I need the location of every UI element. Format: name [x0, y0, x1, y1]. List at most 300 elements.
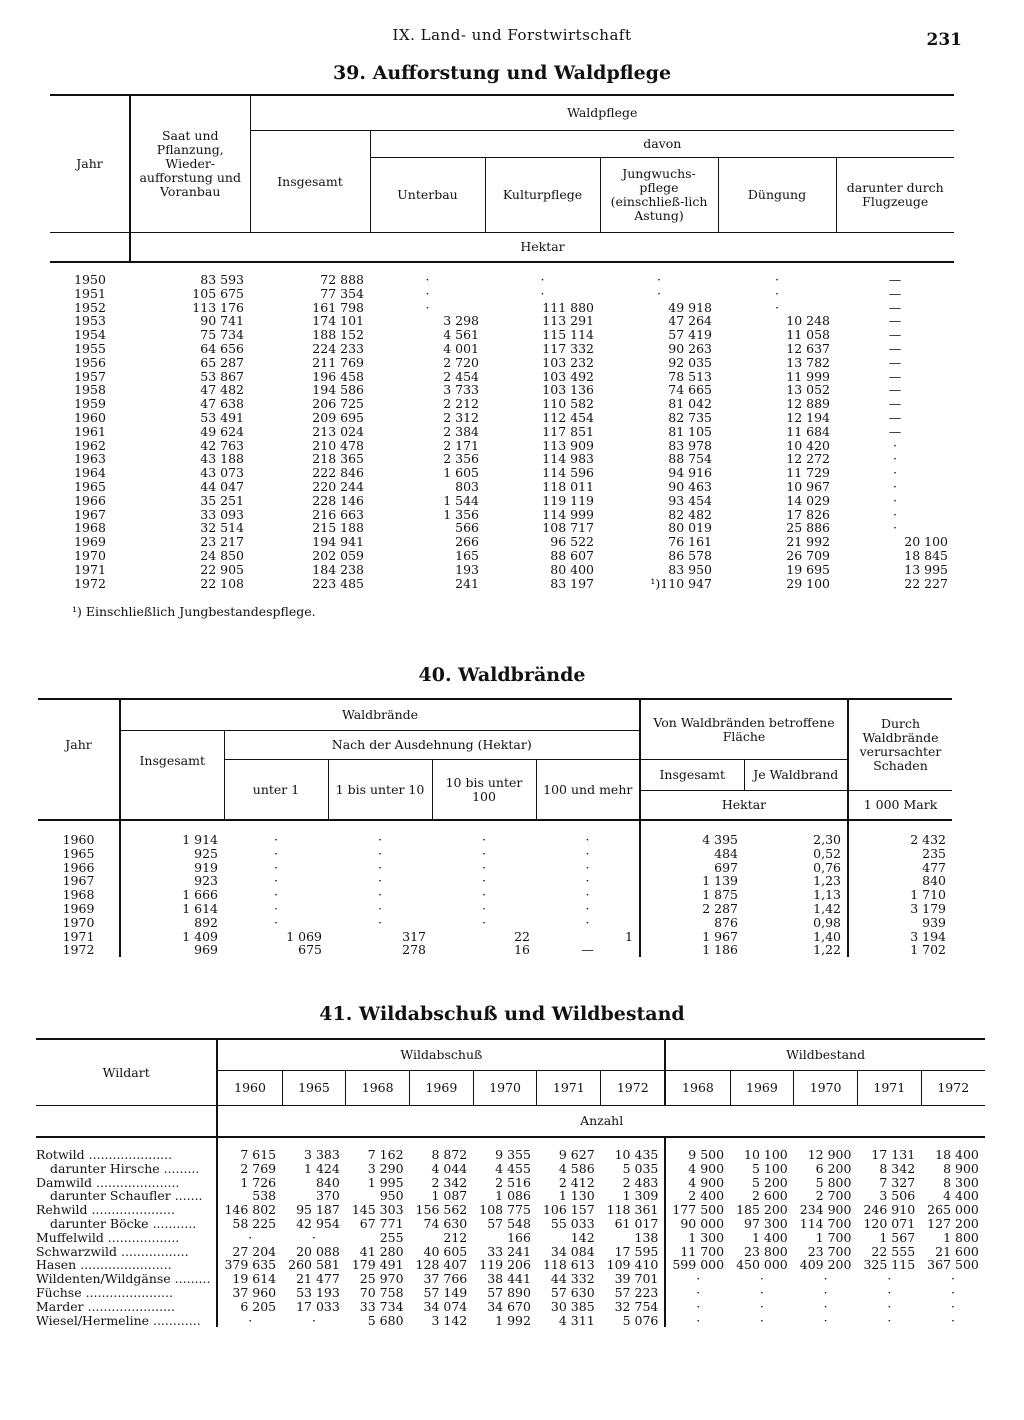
- table-cell: 379 635: [217, 1258, 282, 1272]
- table-row: [50, 397, 954, 411]
- table-cell: ·: [585, 914, 590, 930]
- row-label: [36, 1272, 217, 1286]
- table-cell: 969: [120, 943, 224, 957]
- table-cell: 90 263: [668, 340, 712, 356]
- t40-h-fl-insgesamt: Insgesamt: [640, 760, 744, 791]
- table-cell: 3 298: [443, 313, 479, 329]
- table-cell: 8 300: [943, 1174, 979, 1190]
- table-cell: 18 400: [935, 1147, 979, 1162]
- wildart-label: darunter Hirsche: [50, 1160, 160, 1176]
- table-cell: 23 800: [744, 1243, 788, 1259]
- table-cell: 0,76: [813, 859, 841, 875]
- table-cell: ·: [425, 272, 430, 287]
- table-cell: 10 100: [744, 1147, 788, 1162]
- t41-h-year-bestand: 1970: [794, 1071, 858, 1106]
- table-cell: 5 100: [751, 1160, 788, 1176]
- table-cell: 2 400: [665, 1189, 730, 1203]
- t41-h-year-abschuss: 1970: [473, 1071, 537, 1106]
- table-cell: 117 851: [542, 423, 594, 439]
- wildart-label: Wiesel/Hermeline: [36, 1312, 150, 1328]
- table-cell: 220 244: [312, 478, 364, 494]
- t40-h-waldbraende: Waldbrände: [120, 699, 640, 731]
- row-year: 1970: [62, 914, 95, 930]
- table-row: [50, 508, 954, 522]
- table-cell: 7 615: [217, 1137, 282, 1162]
- table-cell: 67 771: [359, 1215, 404, 1231]
- row-year: 1958: [74, 382, 106, 398]
- table-cell: 41 280: [359, 1243, 404, 1259]
- table-cell: 23 217: [200, 534, 244, 550]
- table-cell: 265 000: [927, 1202, 979, 1218]
- table-cell: 11 058: [786, 327, 830, 343]
- table-cell: ·: [887, 1312, 892, 1328]
- table-cell: ·: [951, 1271, 956, 1287]
- table-cell: 1 800: [943, 1229, 979, 1245]
- table-cell: 22 555: [871, 1243, 916, 1259]
- table-cell: 4 561: [443, 327, 479, 343]
- table-cell: 1,13: [813, 887, 841, 903]
- row-year: 1966: [74, 492, 106, 508]
- table-cell: 193: [455, 561, 479, 577]
- t41-h-year-bestand: 1968: [665, 1071, 730, 1106]
- wildart-label: Marder: [36, 1298, 84, 1314]
- table-cell: ·: [378, 887, 382, 903]
- table-cell: ·: [823, 1271, 828, 1287]
- row-year: 1959: [74, 396, 106, 412]
- table-cell: 215 188: [312, 520, 364, 536]
- table-cell: 64 656: [200, 340, 244, 356]
- table-cell: 43 188: [200, 451, 244, 467]
- table-cell: 477: [848, 861, 952, 875]
- t41-h-wildart: Wildart: [102, 1064, 150, 1080]
- table-cell: 32 514: [200, 520, 244, 536]
- table-cell: 82 482: [668, 506, 712, 522]
- table-cell: 3 506: [879, 1188, 916, 1204]
- table-cell: 222 846: [312, 465, 364, 481]
- running-title: IX. Land- und Forstwirtschaft: [392, 26, 632, 44]
- table-cell: 57 149: [423, 1284, 468, 1300]
- table-cell: ·: [312, 1229, 316, 1245]
- table-cell: ·: [657, 272, 661, 287]
- table-cell: 317: [402, 928, 426, 944]
- table-cell: 145 303: [351, 1202, 404, 1218]
- row-year: 1953: [74, 313, 106, 329]
- table-cell: ·: [893, 437, 897, 453]
- wildart-label: Rehwild: [36, 1202, 88, 1218]
- table-cell: 114 596: [542, 465, 594, 481]
- table-cell: 47 264: [668, 313, 712, 329]
- table-cell: ·: [665, 1314, 730, 1328]
- t40-h-jahr: Jahr: [65, 737, 92, 753]
- table-cell: 8 872: [431, 1147, 468, 1162]
- table-cell: 138: [634, 1229, 659, 1245]
- row-year: 1961: [74, 423, 106, 439]
- table-row: [50, 521, 954, 535]
- table-row: [38, 943, 952, 957]
- t39-h-davon: davon: [370, 131, 954, 158]
- table-41-title: 41. Wildabschuß und Wildbestand: [319, 1003, 685, 1025]
- table-39-title: 39. Aufforstung und Waldpflege: [332, 62, 672, 84]
- table-row: [50, 301, 954, 315]
- table-cell: 23 700: [807, 1243, 852, 1259]
- row-label: [36, 1258, 217, 1272]
- table-row: [38, 916, 952, 930]
- table-cell: 128 407: [415, 1257, 468, 1273]
- table-cell: 11 999: [786, 368, 830, 384]
- table-row: [36, 1137, 985, 1162]
- table-cell: 17 033: [296, 1298, 340, 1314]
- table-cell: 12 889: [786, 396, 830, 412]
- table-cell: 1 567: [879, 1229, 916, 1245]
- table-cell: 892: [120, 916, 224, 930]
- table-cell: 4 395: [640, 820, 744, 847]
- table-cell: 80 019: [668, 520, 712, 536]
- table-cell: 57 630: [550, 1284, 595, 1300]
- t41-h-year-abschuss: 1968: [346, 1071, 410, 1106]
- table-cell: 7 327: [879, 1174, 916, 1190]
- table-cell: 34 074: [423, 1298, 468, 1314]
- table-cell: —: [888, 396, 902, 412]
- row-label: [36, 1314, 217, 1328]
- table-cell: 103 136: [542, 382, 594, 398]
- table-cell: 3 383: [304, 1147, 340, 1162]
- table-cell: ·: [893, 451, 897, 467]
- table-cell: 83 197: [550, 575, 594, 591]
- table-cell: 18 845: [904, 547, 948, 563]
- wildart-label: darunter Böcke: [50, 1215, 149, 1231]
- table-cell: 939: [848, 916, 952, 930]
- table-cell: —: [581, 942, 594, 958]
- row-year: 1954: [74, 327, 106, 343]
- table-row: [50, 480, 954, 494]
- table-cell: 4 900: [665, 1176, 730, 1190]
- row-label: [36, 1137, 217, 1162]
- table-cell: 81 105: [668, 423, 712, 439]
- table-cell: ·: [823, 1298, 828, 1314]
- t40-h-schaden: Durch Waldbrände verursachter Schaden: [848, 699, 952, 791]
- row-label: [36, 1176, 217, 1190]
- table-cell: 19 695: [786, 561, 830, 577]
- table-cell: 43 073: [200, 465, 244, 481]
- table-cell: 12 637: [786, 340, 830, 356]
- table-cell: 2 356: [443, 451, 479, 467]
- table-cell: ·: [274, 859, 278, 875]
- leader-dots: ............: [149, 1312, 201, 1328]
- table-cell: ·: [482, 873, 486, 889]
- table-cell: ·: [775, 285, 779, 301]
- table-cell: ·: [893, 465, 897, 481]
- row-year: 1962: [74, 437, 106, 453]
- table-cell: 40 605: [423, 1243, 468, 1259]
- t40-h-unit-hektar: Hektar: [640, 791, 848, 821]
- row-label: [36, 1203, 217, 1217]
- row-year: 1960: [62, 832, 95, 847]
- table-cell: ·: [274, 887, 278, 903]
- row-year: 1956: [74, 354, 106, 370]
- table-cell: 1 069: [286, 928, 322, 944]
- t39-h-unterbau: Unterbau: [370, 158, 485, 233]
- table-cell: 840: [315, 1174, 340, 1190]
- table-cell: 53 193: [296, 1284, 340, 1300]
- table-cell: 105 675: [192, 285, 244, 301]
- t40-h-insgesamt: Insgesamt: [120, 731, 224, 791]
- table-cell: ·: [585, 887, 590, 903]
- table-cell: ·: [893, 520, 897, 536]
- leader-dots: .......................: [76, 1257, 172, 1273]
- table-cell: 10 435: [614, 1147, 659, 1162]
- table-row: [38, 847, 952, 861]
- table-cell: 1: [625, 928, 633, 944]
- table-cell: ·: [274, 832, 278, 847]
- table-cell: 21 992: [786, 534, 830, 550]
- table-cell: 11 684: [786, 423, 830, 439]
- t40-h-unit-mark: 1 000 Mark: [848, 791, 952, 821]
- t41-h-year-bestand: 1969: [730, 1071, 794, 1106]
- table-cell: 27 204: [217, 1245, 282, 1259]
- table-cell: 22: [514, 928, 530, 944]
- table-39: [50, 94, 954, 590]
- table-cell: 1 875: [640, 888, 744, 902]
- table-cell: 1,42: [813, 900, 841, 916]
- table-cell: 179 491: [351, 1257, 404, 1273]
- table-cell: 33 241: [487, 1243, 531, 1259]
- table-cell: ·: [274, 873, 278, 889]
- table-cell: 115 114: [542, 327, 594, 343]
- table-cell: 113 909: [542, 437, 594, 453]
- table-row: [38, 888, 952, 902]
- table-cell: 119 206: [479, 1257, 531, 1273]
- table-cell: ·: [585, 832, 590, 847]
- table-cell: 30 385: [550, 1298, 595, 1314]
- table-cell: 165: [455, 547, 479, 563]
- table-cell: 2 342: [431, 1174, 468, 1190]
- table-40-title: 40. Waldbrände: [418, 664, 586, 686]
- table-cell: 2 516: [495, 1174, 531, 1190]
- table-cell: 106 157: [542, 1202, 595, 1218]
- table-cell: 3 733: [443, 382, 479, 398]
- table-cell: 42 763: [200, 437, 244, 453]
- table-cell: 39 701: [614, 1271, 659, 1287]
- table-cell: 58 225: [217, 1217, 282, 1231]
- table-row: [50, 356, 954, 370]
- row-label: [36, 1162, 217, 1176]
- t40-h-je-waldbrand: Je Waldbrand: [744, 760, 848, 791]
- t40-h-unter1: unter 1: [224, 760, 328, 821]
- table-cell: 57 890: [487, 1284, 531, 1300]
- table-cell: 1 605: [443, 465, 479, 481]
- table-cell: 2 412: [558, 1174, 595, 1190]
- table-cell: ·: [893, 506, 897, 522]
- table-cell: 1 914: [120, 820, 224, 847]
- table-cell: 188 152: [312, 327, 364, 343]
- table-cell: 12 900: [807, 1147, 852, 1162]
- table-row: [50, 262, 954, 287]
- table-cell: 919: [120, 861, 224, 875]
- row-year: 1966: [62, 859, 95, 875]
- table-cell: ·: [951, 1312, 956, 1328]
- table-cell: 2 483: [622, 1174, 659, 1190]
- t39-h-flugzeuge: darunter durch Flugzeuge: [836, 158, 954, 233]
- table-cell: 53 491: [200, 409, 244, 425]
- table-cell: 103 492: [542, 368, 594, 384]
- row-year: 1950: [74, 272, 106, 287]
- table-cell: 235: [848, 847, 952, 861]
- row-label: [36, 1217, 217, 1231]
- wildart-label: Wildenten/Wildgänse: [36, 1271, 171, 1287]
- table-cell: 1,40: [813, 928, 841, 944]
- leader-dots: ..................: [103, 1229, 180, 1245]
- table-cell: 260 581: [288, 1257, 340, 1273]
- table-cell: 9 500: [665, 1137, 730, 1162]
- table-cell: 17 131: [871, 1147, 916, 1162]
- leader-dots: .........: [159, 1160, 200, 1176]
- leader-dots: .......: [170, 1188, 203, 1204]
- table-cell: ·: [759, 1271, 764, 1287]
- table-cell: 103 232: [542, 354, 594, 370]
- row-year: 1971: [74, 561, 106, 577]
- table-cell: —: [888, 340, 902, 356]
- table-cell: 566: [455, 520, 479, 536]
- table-row: [36, 1245, 985, 1259]
- table-row: [36, 1203, 985, 1217]
- table-cell: 1 086: [495, 1188, 531, 1204]
- table-cell: 5 035: [622, 1160, 659, 1176]
- table-cell: 161 798: [312, 299, 364, 315]
- table-cell: ·: [585, 859, 590, 875]
- table-cell: 4 001: [443, 340, 479, 356]
- table-row: [50, 549, 954, 563]
- table-cell: —: [888, 313, 902, 329]
- table-cell: 156 562: [415, 1202, 468, 1218]
- table-cell: 246 910: [863, 1202, 916, 1218]
- table-cell: 194 586: [312, 382, 364, 398]
- table-cell: —: [888, 272, 902, 287]
- table-cell: —: [888, 382, 902, 398]
- table-cell: 2 312: [443, 409, 479, 425]
- t39-h-jungwuchs: Jungwuchs-pflege (einschließ-lich Astung): [600, 158, 718, 233]
- t39-h-duengung: Düngung: [718, 158, 836, 233]
- table-cell: 2 769: [217, 1162, 282, 1176]
- table-cell: ·: [823, 1284, 828, 1300]
- table-cell: 210 478: [312, 437, 364, 453]
- row-year: 1972: [74, 575, 106, 591]
- table-cell: 10 248: [786, 313, 830, 329]
- leader-dots: .....................: [87, 1202, 175, 1218]
- table-cell: 83 593: [200, 272, 244, 287]
- table-row: [36, 1162, 985, 1176]
- table-cell: 49 918: [668, 299, 712, 315]
- table-cell: 49 624: [200, 423, 244, 439]
- table-cell: 3 179: [848, 902, 952, 916]
- table-cell: 22 227: [904, 575, 948, 591]
- table-cell: 166: [507, 1229, 531, 1245]
- table-cell: —: [888, 423, 902, 439]
- table-cell: 196 458: [312, 368, 364, 384]
- row-year: 1963: [74, 451, 106, 467]
- table-cell: 2 384: [443, 423, 479, 439]
- table-cell: ·: [585, 845, 590, 861]
- table-cell: 9 627: [558, 1147, 595, 1162]
- table-cell: 923: [120, 874, 224, 888]
- table-cell: 90 463: [668, 478, 712, 494]
- table-cell: 177 500: [665, 1203, 730, 1217]
- t41-h-year-abschuss: 1969: [410, 1071, 474, 1106]
- table-cell: 675: [298, 942, 322, 958]
- row-year: 1955: [74, 340, 106, 356]
- table-cell: 4 311: [558, 1312, 595, 1328]
- table-row: [36, 1189, 985, 1203]
- table-cell: 11 729: [786, 465, 830, 481]
- table-cell: 113 291: [542, 313, 594, 329]
- table-cell: 32 754: [614, 1298, 659, 1314]
- table-cell: 10 420: [786, 437, 830, 453]
- table-cell: 3 194: [848, 930, 952, 944]
- table-cell: 184 238: [312, 561, 364, 577]
- t41-h-year-abschuss: 1972: [601, 1071, 666, 1106]
- table-cell: 25 886: [786, 520, 830, 536]
- t41-h-wildbestand: Wildbestand: [665, 1039, 985, 1071]
- table-cell: ·: [274, 914, 278, 930]
- table-cell: 4 586: [558, 1160, 595, 1176]
- table-cell: 1 424: [304, 1160, 340, 1176]
- table-cell: 1 666: [120, 888, 224, 902]
- table-cell: 450 000: [736, 1257, 788, 1273]
- t40-h-flaeche: Von Waldbränden betroffene Fläche: [640, 699, 848, 760]
- t39-h-saat: Saat und Pflanzung, Wieder-aufforstung und Voranbau: [130, 95, 250, 233]
- table-cell: 37 960: [217, 1286, 282, 1300]
- table-cell: 38 441: [487, 1271, 531, 1287]
- table-cell: 4 044: [431, 1160, 468, 1176]
- t39-h-kulturpflege: Kulturpflege: [485, 158, 600, 233]
- table-cell: —: [888, 368, 902, 384]
- table-cell: 118 613: [542, 1257, 595, 1273]
- table-row: [36, 1272, 985, 1286]
- table-cell: 17 826: [786, 506, 830, 522]
- table-cell: ·: [887, 1271, 892, 1287]
- table-cell: 113 176: [192, 299, 244, 315]
- table-cell: 74 665: [668, 382, 712, 398]
- table-cell: 1 139: [640, 874, 744, 888]
- table-cell: 90 000: [665, 1217, 730, 1231]
- table-cell: 114 700: [799, 1215, 852, 1231]
- table-row: [50, 535, 954, 549]
- table-cell: 112 454: [542, 409, 594, 425]
- table-cell: 2 171: [443, 437, 479, 453]
- table-row: [50, 314, 954, 328]
- table-cell: 34 084: [550, 1243, 595, 1259]
- table-cell: 5 200: [751, 1174, 788, 1190]
- table-row: [50, 342, 954, 356]
- table-cell: —: [888, 409, 902, 425]
- row-label: [36, 1300, 217, 1314]
- table-cell: 840: [848, 874, 952, 888]
- table-cell: 12 194: [786, 409, 830, 425]
- table-cell: 21 477: [296, 1271, 340, 1287]
- table-cell: 218 365: [312, 451, 364, 467]
- row-label: [36, 1231, 217, 1245]
- table-cell: 127 200: [927, 1215, 979, 1231]
- t39-h-unit: Hektar: [130, 233, 954, 263]
- table-cell: 2,30: [813, 832, 841, 847]
- table-cell: —: [888, 299, 902, 315]
- table-cell: 925: [120, 847, 224, 861]
- t41-h-unit: Anzahl: [217, 1106, 984, 1138]
- table-cell: ·: [482, 914, 486, 930]
- table-cell: 4 400: [943, 1188, 979, 1204]
- table-row: [50, 383, 954, 397]
- table-cell: 2 720: [443, 354, 479, 370]
- row-year: 1970: [74, 547, 106, 563]
